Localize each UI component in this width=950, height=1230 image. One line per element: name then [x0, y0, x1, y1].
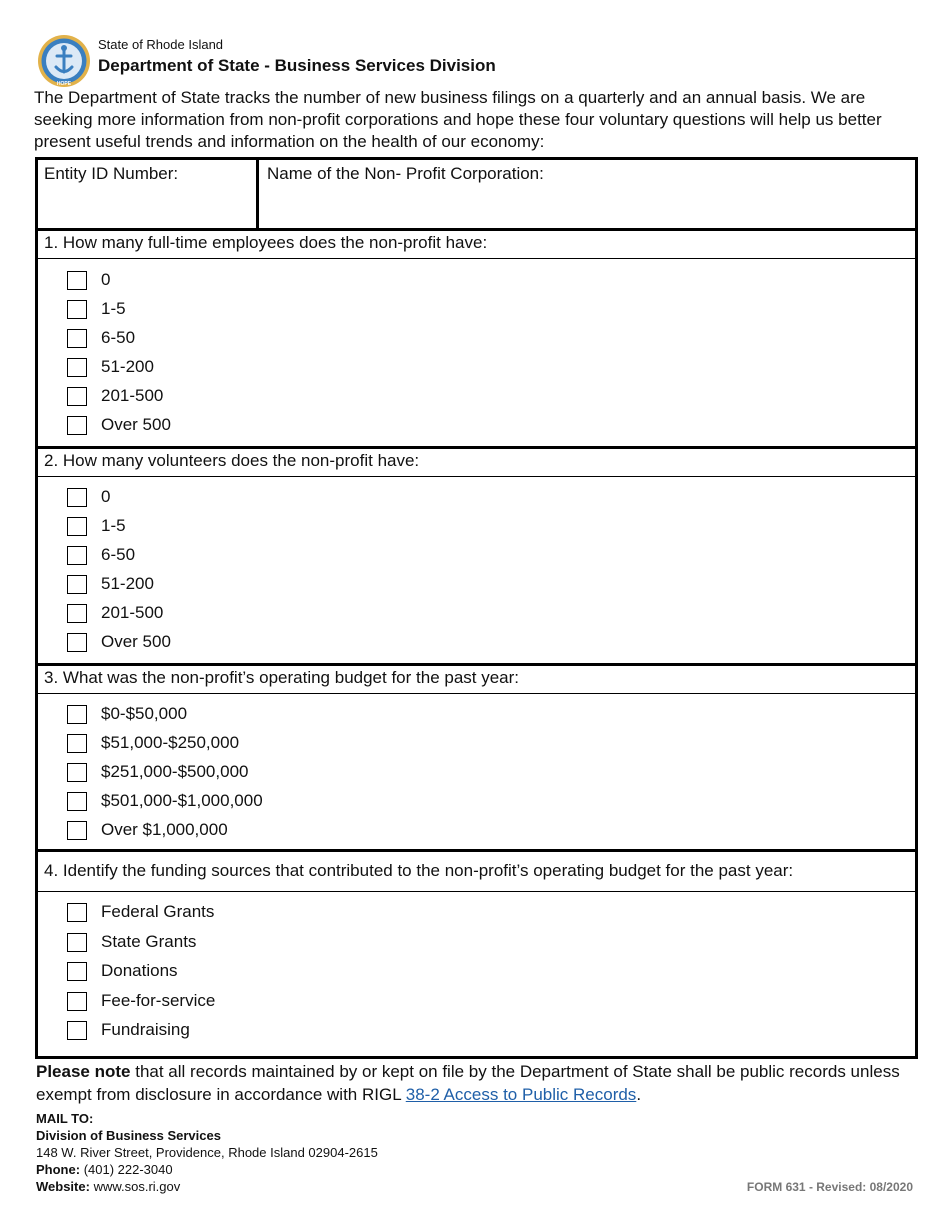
question-1-header	[38, 231, 915, 259]
corporation-name-field[interactable]	[259, 160, 915, 228]
option-label: 0	[101, 487, 111, 506]
identification-row	[38, 160, 915, 231]
mail-address: 148 W. River Street, Providence, Rhode Island 02904-2615	[36, 1145, 378, 1160]
mailing-info	[36, 1110, 378, 1195]
state-name: State of Rhode Island	[98, 37, 224, 52]
checkbox[interactable]	[67, 517, 87, 536]
option-label: Federal Grants	[101, 902, 215, 921]
checkbox[interactable]	[67, 358, 87, 377]
question-4-text: 4. Identify the funding sources that contributed to the non-profit’s operating budget for the past year:	[44, 861, 794, 880]
note-end: .	[636, 1085, 642, 1104]
department-title: Department of State - Business Services Division	[98, 56, 496, 75]
intro-paragraph: The Department of State tracks the number of new business filings on a quarterly and an annual basis. We are seeking more information from non-profit corporations and hope these four voluntary questions will help us better present useful trends and information on the health of our economy:	[34, 88, 882, 151]
checkbox[interactable]	[67, 821, 87, 840]
checkbox[interactable]	[67, 329, 87, 348]
checkbox[interactable]	[67, 271, 87, 290]
public-records-note	[36, 1060, 916, 1106]
checkbox[interactable]	[67, 488, 87, 507]
option-label: Over 500	[101, 632, 171, 651]
mail-division: Division of Business Services	[36, 1128, 221, 1143]
checkbox[interactable]	[67, 604, 87, 623]
question-3-options	[38, 694, 915, 852]
entity-id-field[interactable]	[38, 160, 259, 228]
checkbox[interactable]	[67, 575, 87, 594]
option-label: 1-5	[101, 299, 126, 318]
note-bold: Please note	[36, 1062, 131, 1081]
checkbox[interactable]	[67, 734, 87, 753]
note-text: that all records maintained by or kept on file by the Department of State shall be public records unless exempt from disclosure in accordance with RIGL	[36, 1062, 900, 1104]
checkbox[interactable]	[67, 962, 87, 981]
question-4-header	[38, 852, 915, 892]
checkbox[interactable]	[67, 705, 87, 724]
question-2-options	[38, 477, 915, 666]
question-4-options	[38, 892, 915, 1056]
option-label: $251,000-$500,000	[101, 762, 249, 781]
option-label: State Grants	[101, 932, 197, 951]
option-label: 6-50	[101, 328, 136, 347]
page-header	[35, 32, 915, 88]
option-label: Fundraising	[101, 1020, 190, 1039]
state-seal-icon	[37, 34, 91, 88]
survey-form	[35, 157, 918, 1059]
option-label: Donations	[101, 961, 178, 980]
question-3-header	[38, 666, 915, 694]
option-label: Over $1,000,000	[101, 820, 228, 839]
seal-text: HOPE	[56, 81, 72, 87]
question-2-text: 2. How many volunteers does the non-profit have:	[44, 451, 420, 470]
public-records-link[interactable]: 38-2 Access to Public Records	[405, 1085, 637, 1104]
form-identifier: FORM 631 - Revised: 08/2020	[746, 1180, 913, 1194]
question-3-text: 3. What was the non-profit’s operating budget for the past year:	[44, 668, 520, 687]
option-label: $51,000-$250,000	[101, 733, 240, 752]
checkbox[interactable]	[67, 933, 87, 952]
question-1-options	[38, 259, 915, 449]
checkbox[interactable]	[67, 633, 87, 652]
option-label: 201-500	[101, 386, 164, 405]
checkbox[interactable]	[67, 387, 87, 406]
option-label: Over 500	[101, 415, 171, 434]
checkbox[interactable]	[67, 1021, 87, 1040]
option-label: 201-500	[101, 603, 164, 622]
checkbox[interactable]	[67, 546, 87, 565]
option-label: Fee-for-service	[101, 991, 216, 1010]
option-label: $501,000-$1,000,000	[101, 791, 263, 810]
corporation-name-label: Name of the Non- Profit Corporation:	[267, 164, 544, 183]
entity-id-label: Entity ID Number:	[44, 164, 179, 183]
mail-website-line	[36, 1178, 378, 1195]
mail-phone-line	[36, 1161, 378, 1178]
question-2-header	[38, 449, 915, 477]
option-label: 1-5	[101, 516, 126, 535]
option-label: 6-50	[101, 545, 136, 564]
option-label: 51-200	[101, 574, 154, 593]
checkbox[interactable]	[67, 300, 87, 319]
option-label: 51-200	[101, 357, 154, 376]
checkbox[interactable]	[67, 903, 87, 922]
checkbox[interactable]	[67, 992, 87, 1011]
checkbox[interactable]	[67, 416, 87, 435]
phone-label: Phone:	[36, 1162, 81, 1177]
website-value: www.sos.ri.gov	[93, 1179, 181, 1194]
checkbox[interactable]	[67, 792, 87, 811]
question-1-text: 1. How many full-time employees does the non-profit have:	[44, 233, 488, 252]
option-label: 0	[101, 270, 111, 289]
checkbox[interactable]	[67, 763, 87, 782]
mail-heading: MAIL TO:	[36, 1111, 94, 1126]
phone-value: (401) 222-3040	[83, 1162, 173, 1177]
website-label: Website:	[36, 1179, 90, 1194]
option-label: $0-$50,000	[101, 704, 188, 723]
